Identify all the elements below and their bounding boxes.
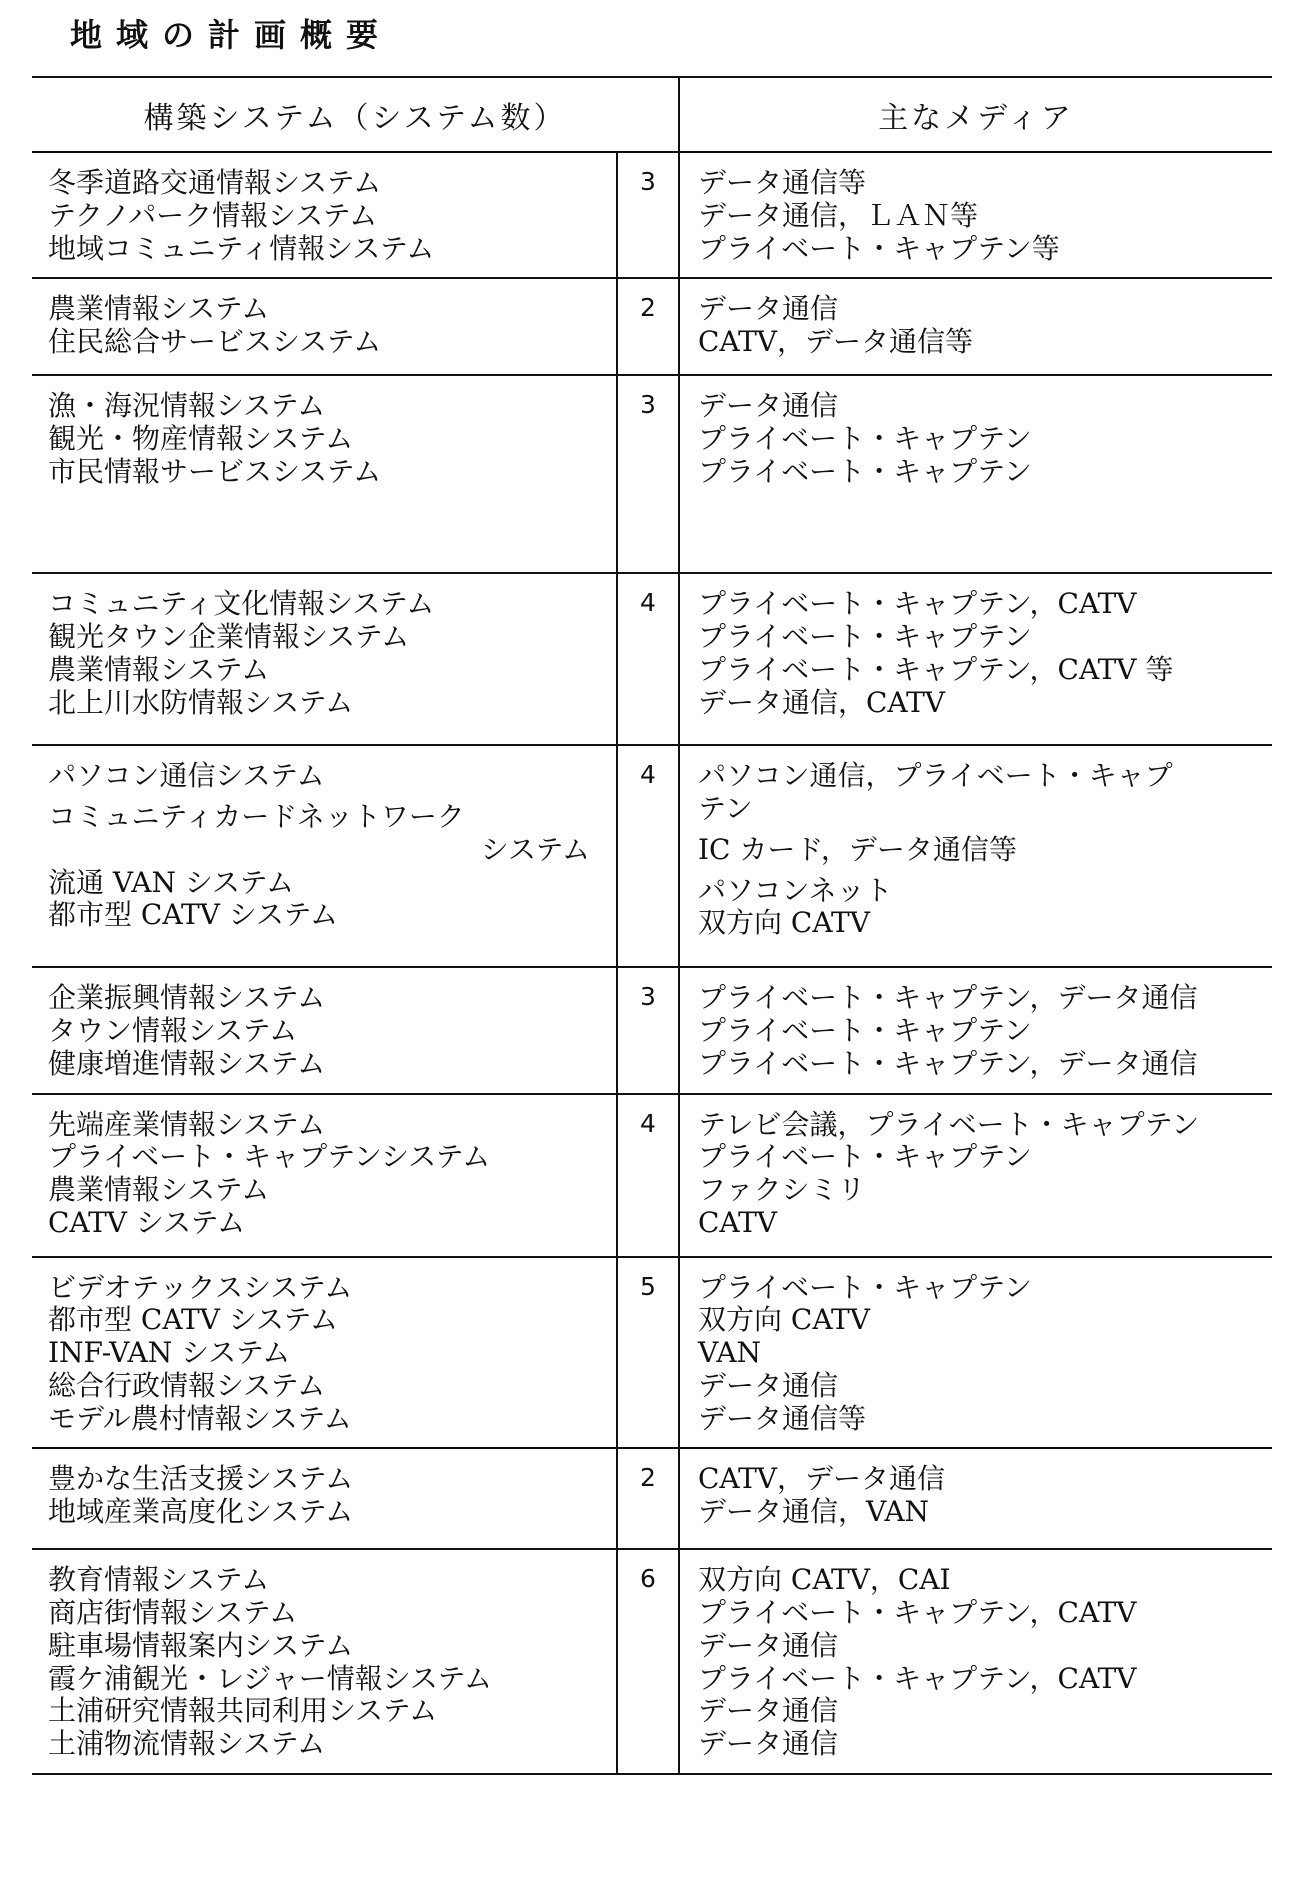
system-name: 教育情報システム [48,1563,270,1597]
system-name: 観光タウン企業情報システム [48,620,410,653]
media-item: プライベート・キャプテン [698,1014,1032,1047]
media-item: 双方向 CATV，CAI [698,1563,951,1597]
system-name: 企業振興情報システム [48,981,326,1015]
system-cell [32,1448,617,1549]
header-row [32,77,1272,152]
system-cell [32,278,617,375]
media-item: データ通信 [698,1368,839,1402]
system-name: 先端産業情報システム [48,1107,326,1141]
system-name: 冬季道路交通情報システム [48,166,382,199]
plan-table [32,76,1272,1775]
media-item: CATV，データ通信 [698,1462,946,1496]
system-cell [32,152,617,278]
system-name: プライベート・キャプテンシステム [48,1140,491,1174]
system-count: 2 [617,278,679,375]
media-cell [679,1549,1272,1774]
media-item: プライベート・キャプテン [698,454,1032,488]
media-item: データ通信 [698,1727,839,1760]
page-title: 地域の計画概要 [70,16,393,54]
system-cell [32,967,617,1093]
system-name: 漁・海況情報システム [48,389,326,423]
media-cell [679,967,1272,1093]
table-row [32,1448,1272,1549]
media-item: プライベート・キャプテン [698,1270,1032,1304]
media-item: データ通信 [698,1694,839,1728]
system-name: 商店街情報システム [48,1596,298,1629]
system-count: 5 [617,1257,679,1449]
system-name: 農業情報システム [48,1173,270,1206]
system-name: タウン情報システム [48,1014,298,1047]
media-item: データ通信 [698,389,839,423]
media-cell [679,745,1272,967]
system-name: 都市型 CATV システム [48,898,339,932]
header-systems: 構築システム（システム数） [32,77,679,152]
table-row [32,1094,1272,1257]
system-name: 農業情報システム [48,652,270,686]
media-cell [679,1094,1272,1257]
media-item: データ通信 [698,1628,839,1662]
system-name: コミュニティ文化情報システム [48,587,435,621]
system-cell [32,375,617,573]
header-media: 主なメディア [679,77,1272,152]
media-item: データ通信，ＬＡＮ等 [698,198,979,232]
system-name: 健康増進情報システム [48,1046,326,1080]
media-item: CATV，データ通信等 [698,325,974,358]
media-cell [679,573,1272,745]
system-name: 駐車場情報案内システム [48,1628,354,1662]
system-name: 総合行政情報システム [48,1368,326,1402]
media-cell [679,152,1272,278]
system-name: CATV システム [48,1205,246,1239]
media-cell [679,1448,1272,1549]
system-count: 3 [617,967,679,1093]
media-item: パソコンネット [698,873,893,907]
media-item: プライベート・キャプテン，CATV 等 [698,652,1174,686]
system-name: システム [480,832,590,866]
media-item: ファクシミリ [698,1173,866,1206]
system-count: 4 [617,745,679,967]
media-item: テン [698,792,753,825]
media-item: 双方向 CATV [698,1303,870,1337]
system-name: 住民総合サービスシステム [48,325,382,358]
table-row [32,1257,1272,1449]
media-item: プライベート・キャプテン [698,620,1032,653]
media-item: プライベート・キャプテン [698,422,1032,455]
media-item: プライベート・キャプテン等 [698,231,1060,265]
table-row [32,967,1272,1093]
system-name: INF-VAN システム [48,1336,291,1369]
media-item: データ通信，VAN [698,1495,930,1528]
system-cell [32,1257,617,1449]
media-item: データ通信等 [698,166,867,199]
system-name: パソコン通信システム [48,759,325,793]
media-cell [679,278,1272,375]
system-count: 4 [617,573,679,745]
system-count: 3 [617,375,679,573]
table-row [32,573,1272,745]
media-item: プライベート・キャプテン，データ通信 [698,981,1198,1015]
table-row [32,1549,1272,1774]
media-item: データ通信，CATV [698,685,946,719]
media-item: データ通信 [698,292,839,326]
system-name: 流通 VAN システム [48,865,295,899]
media-item: プライベート・キャプテン，CATV [698,1661,1137,1695]
system-count: 4 [617,1094,679,1257]
system-cell [32,573,617,745]
media-cell [679,375,1272,573]
system-name: 豊かな生活支援システム [48,1462,354,1496]
system-count: 2 [617,1448,679,1549]
system-name: 地域産業高度化システム [48,1495,354,1528]
system-name: 土浦研究情報共同利用システム [48,1694,438,1728]
system-cell [32,1094,617,1257]
system-name: テクノパーク情報システム [48,198,378,232]
system-name: 観光・物産情報システム [48,422,354,455]
system-count: 3 [617,152,679,278]
media-cell [679,1257,1272,1449]
table-row [32,745,1272,967]
table-row [32,278,1272,375]
media-item: プライベート・キャプテン，CATV [698,587,1137,621]
table-row [32,152,1272,278]
media-item: プライベート・キャプテン，データ通信 [698,1046,1198,1080]
media-item: パソコン通信，プライベート・キャプ [698,759,1173,793]
media-item: データ通信等 [698,1401,867,1435]
system-count: 6 [617,1549,679,1774]
system-cell [32,745,617,967]
system-cell [32,1549,617,1774]
system-name: 霞ケ浦観光・レジャー情報システム [48,1661,492,1695]
system-name: ビデオテックスシステム [48,1270,353,1304]
media-item: 双方向 CATV [698,906,870,940]
system-name: 土浦物流情報システム [48,1727,326,1760]
system-name: コミュニティカードネットワーク [48,800,465,833]
system-name: 地域コミュニティ情報システム [48,231,435,265]
media-item: プライベート・キャプテン，CATV [698,1596,1137,1629]
media-item: プライベート・キャプテン [698,1140,1032,1174]
media-item: テレビ会議，プライベート・キャプテン [698,1107,1200,1141]
media-item: CATV [698,1205,778,1239]
system-name: モデル農村情報システム [48,1401,352,1435]
system-name: 北上川水防情報システム [48,685,354,719]
system-name: 農業情報システム [48,292,270,326]
system-name: 市民情報サービスシステム [48,454,382,488]
system-name: 都市型 CATV システム [48,1303,339,1337]
media-item: IC カード，データ通信等 [698,832,1017,866]
table-row [32,375,1272,573]
media-item: VAN [698,1336,762,1369]
